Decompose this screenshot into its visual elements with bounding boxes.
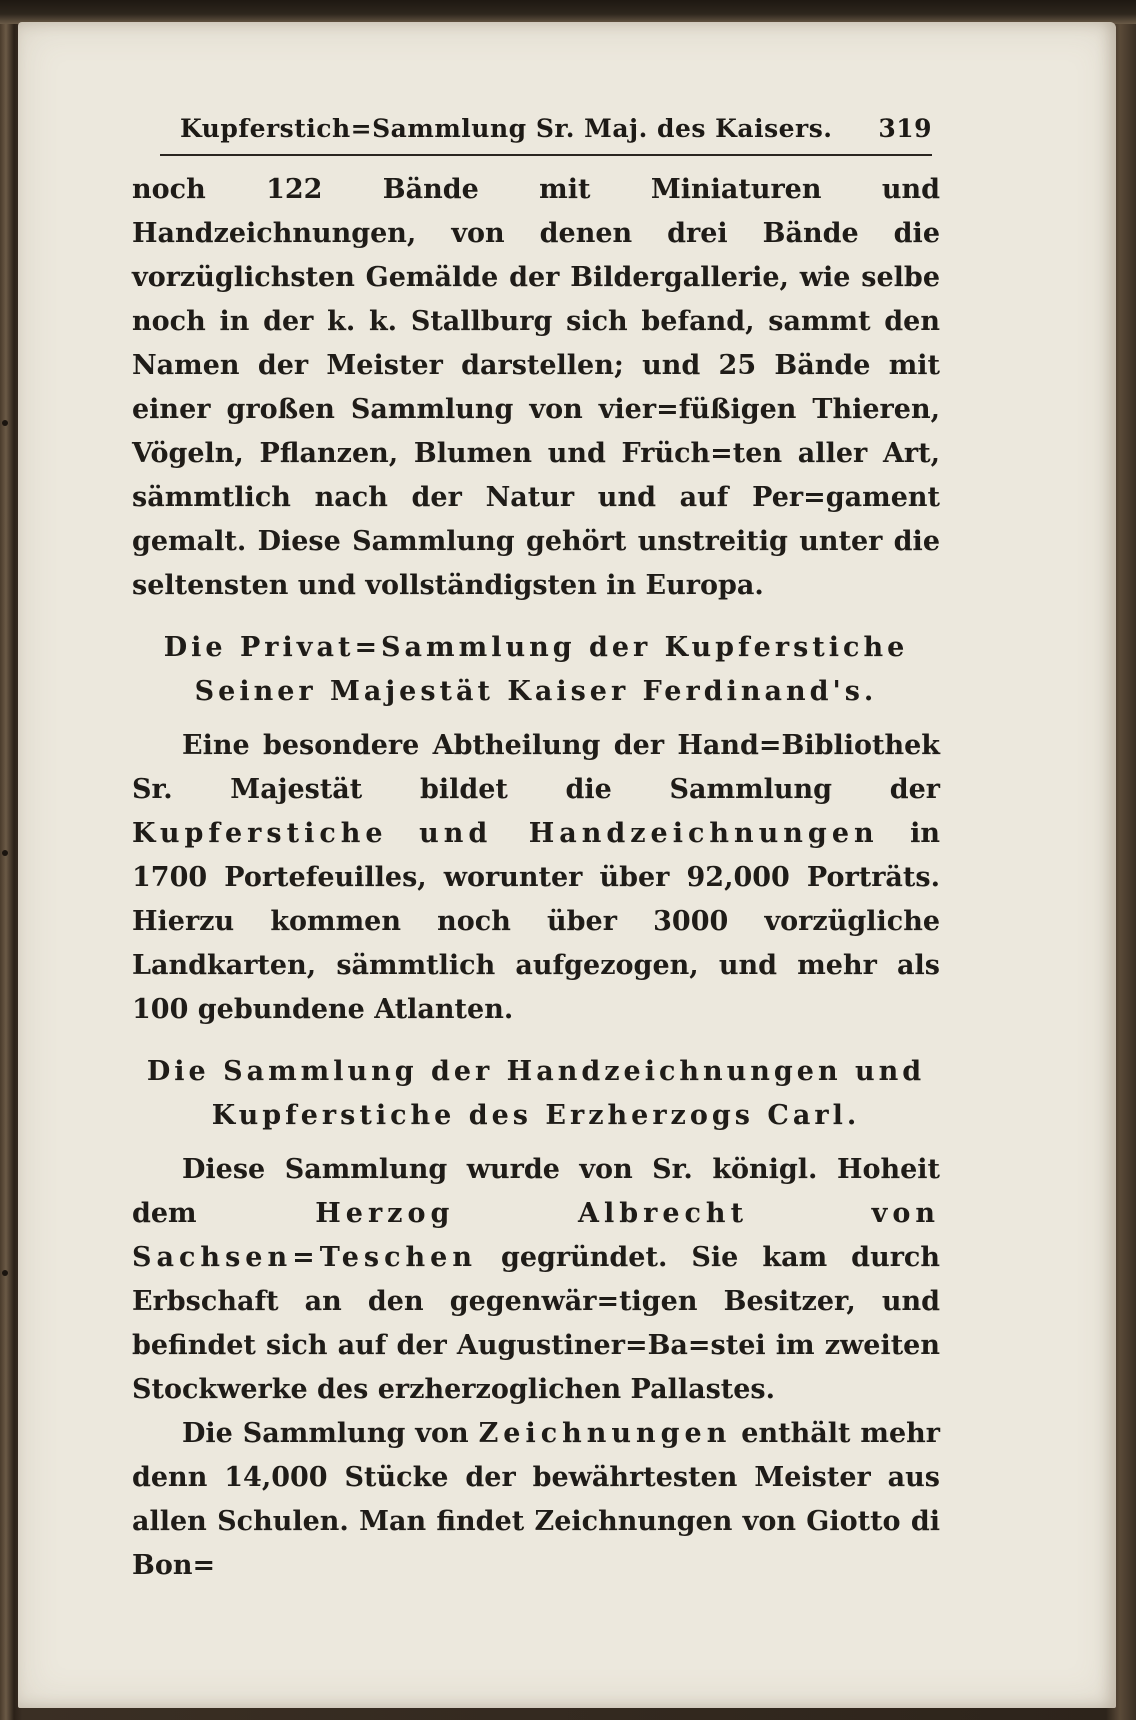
binding-hole — [2, 850, 8, 856]
header-rule — [160, 154, 932, 156]
spaced-term: Herzog Albrecht von Sachsen=Teschen — [132, 1198, 940, 1273]
heading-line: Seiner Majestät Kaiser Ferdinand's. — [194, 676, 878, 707]
body-text — [132, 168, 940, 1588]
spaced-term: Zeichnungen — [478, 1418, 732, 1449]
paragraph-private-collection — [132, 724, 940, 1032]
text-run: Die Sammlung von — [182, 1418, 479, 1449]
text-run — [388, 818, 419, 849]
page-number: 319 — [878, 114, 932, 143]
heading-line: Die Privat=Sammlung der Kupferstiche — [163, 632, 909, 663]
spaced-term: Kupferstiche — [132, 818, 388, 849]
running-title: Kupferstich=Sammlung Sr. Maj. des Kaisers. — [180, 114, 833, 143]
book-top-edge — [0, 0, 1136, 24]
text-run: Eine besondere Abtheilung der Hand=Bibliothek Sr. Majestät bildet die Sammlung der — [132, 730, 940, 805]
heading-line: Kupferstiche des Erzherzogs Carl. — [211, 1100, 861, 1131]
section-heading-archduke-collection — [132, 1050, 940, 1138]
paragraph-miniatures: noch 122 Bände mit Miniaturen und Handzeichnungen, von denen drei Bände die vorzüglichsten Gemälde der Bildergallerie, wie selbe noch in der k. k. Stallburg sich befand, sammt den Namen der Meister darstellen; und 25 Bände mit einer großen Sammlung von vier=füßigen Thieren, Vögeln, Pflanzen, Blumen und Früch=ten aller Art, sämmtlich nach der Natur und auf Per=gament gemalt. Diese Sammlung gehört unstreitig unter die seltensten und vollständigsten in Europa. — [132, 174, 940, 601]
text-run: enthält mehr denn 14,000 Stücke der bewährtesten Meister aus allen Schulen. Man findet Zeichnungen von Giotto di Bon= — [132, 1418, 940, 1581]
page-header — [160, 108, 932, 156]
text-run: gegründet. Sie kam durch Erbschaft an den gegenwär=tigen Besitzer, und befindet sich auf der Augustiner=Ba=stei im zweiten Stockwerke des erzherzoglichen Pallastes. — [132, 1242, 940, 1405]
binding-hole — [2, 420, 8, 426]
text-run: Diese Sammlung wurde von Sr. königl. Hoheit dem — [132, 1154, 940, 1229]
binding-hole — [2, 1270, 8, 1276]
text-run: in 1700 Portefeuilles, worunter über 92,000 Porträts. Hierzu kommen noch über 3000 vorzügliche Landkarten, sämmtlich aufgezogen, und mehr als 100 gebundene Atlanten. — [132, 818, 940, 1025]
section-heading-private-collection — [132, 626, 940, 714]
paragraph-drawings — [132, 1412, 940, 1588]
heading-line: Die Sammlung der Handzeichnungen und — [146, 1056, 926, 1087]
spaced-term: und Handzeichnungen — [419, 818, 879, 849]
paragraph-archduke-collection — [132, 1148, 940, 1412]
